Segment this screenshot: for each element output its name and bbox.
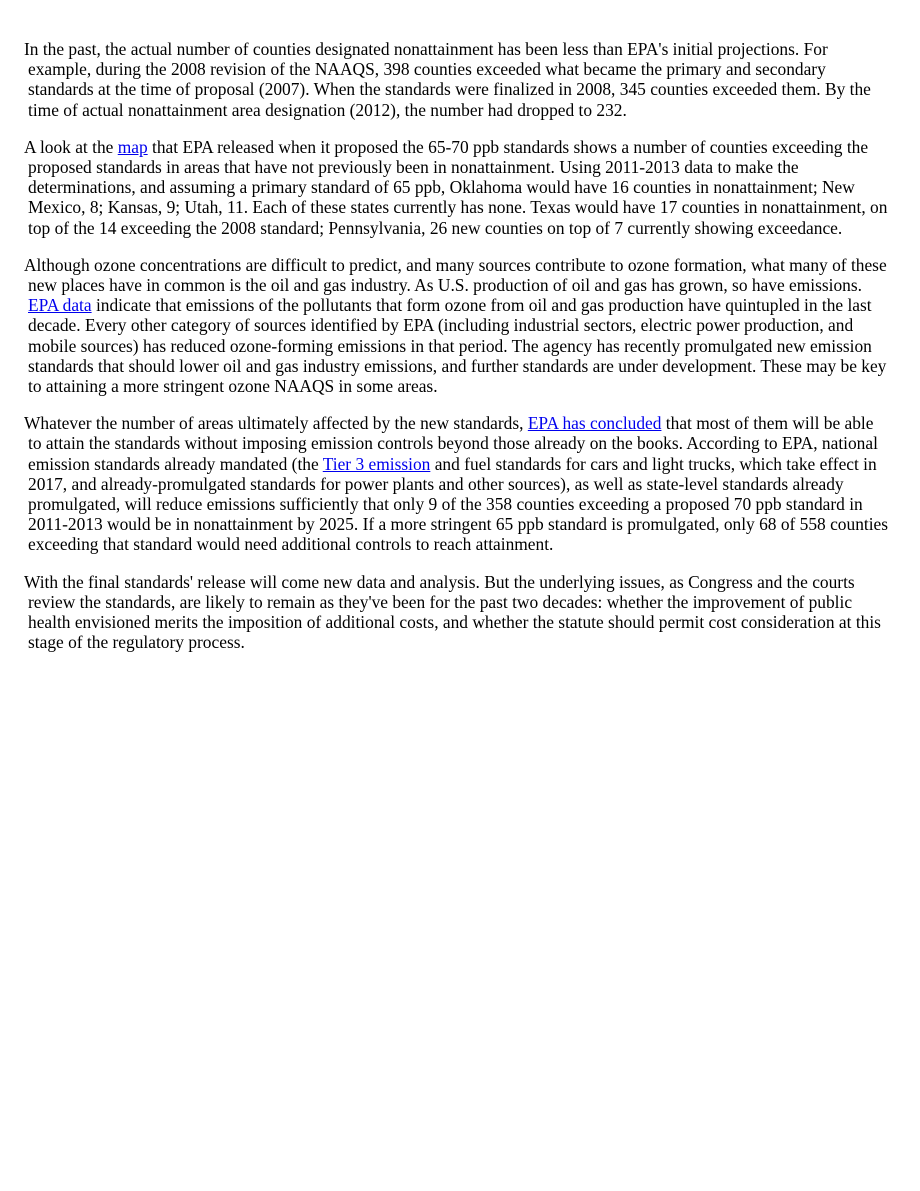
paragraph-past-projections	[24, 39, 890, 120]
paragraph-text: A look at the	[24, 136, 118, 157]
paragraph-text: that EPA released when it proposed the 65-70 ppb standards shows a number of counties exceeding the proposed standards in areas that have not previously been in nonattainment. Using 2011-2013 data to make the determinations, and assuming a primary standard of 65 ppb, Oklahoma would have 16 counties in nonattainment; New Mexico, 8; Kansas, 9; Utah, 11. Each of these states currently has none. Texas would have 17 counties in nonattainment, on top of the 14 exceeding the 2008 standard; Pennsylvania, 26 new counties on top of 7 currently showing exceedance.	[28, 136, 888, 238]
paragraph-oil-gas	[24, 255, 890, 396]
paragraph-text: In the past, the actual number of counties designated nonattainment has been less than EPA's initial projections. For example, during the 2008 revision of the NAAQS, 398 counties exceeded what became the primary and secondary standards at the time of proposal (2007). When the standards were finalized in 2008, 345 counties exceeded them. By the time of actual nonattainment area designation (2012), the number had dropped to 232.	[24, 39, 871, 120]
paragraph-text: With the final standards' release will come new data and analysis. But the underlying issues, as Congress and the courts review the standards, are likely to remain as they've been for the past two decades: whether the improvement of public health envisioned merits the imposition of additional costs, and whether the statute should permit cost consideration at this stage of the regulatory process.	[24, 571, 881, 653]
paragraph-text: that most of them will be able to attain the standards without imposing emission controls beyond those already on the books. According to EPA, national emission standards already mandated (the	[28, 413, 878, 474]
epa-data-link[interactable]: EPA data	[28, 295, 92, 316]
paragraph-final-standards	[24, 572, 890, 653]
article-body	[24, 39, 890, 669]
paragraph-text: and fuel standards for cars and light trucks, which take effect in 2017, and already-promulgated standards for power plants and other sources), as well as state-level standards already promulgated, will reduce emissions sufficiently that only 9 of the 358 counties exceeding a proposed 70 ppb standard in 2011-2013 would be in nonattainment by 2025. If a more stringent 65 ppb standard is promulgated, only 68 of 558 counties exceeding that standard would need additional controls to reach attainment.	[28, 453, 889, 555]
paragraph-attainment	[24, 413, 890, 554]
paragraph-text: Whatever the number of areas ultimately affected by the new standards,	[24, 413, 528, 434]
map-link[interactable]: map	[117, 136, 148, 157]
paragraph-proposed-map	[24, 137, 890, 238]
tier-3-emission-link[interactable]: Tier 3 emission	[322, 453, 431, 474]
epa-has-concluded-link[interactable]: EPA has concluded	[527, 413, 662, 434]
paragraph-text: Although ozone concentrations are difficult to predict, and many sources contribute to ozone formation, what many of these new places have in common is the oil and gas industry. As U.S. production of oil and gas has grown, so have emissions.	[24, 254, 887, 296]
paragraph-text: indicate that emissions of the pollutants that form ozone from oil and gas production have quintupled in the last decade. Every other category of sources identified by EPA (including industrial sectors, electric power production, and mobile sources) has reduced ozone-forming emissions in that period. The agency has recently promulgated new emission standards that should lower oil and gas industry emissions, and further standards are under development. These may be key to attaining a more stringent ozone NAAQS in some areas.	[28, 295, 887, 397]
